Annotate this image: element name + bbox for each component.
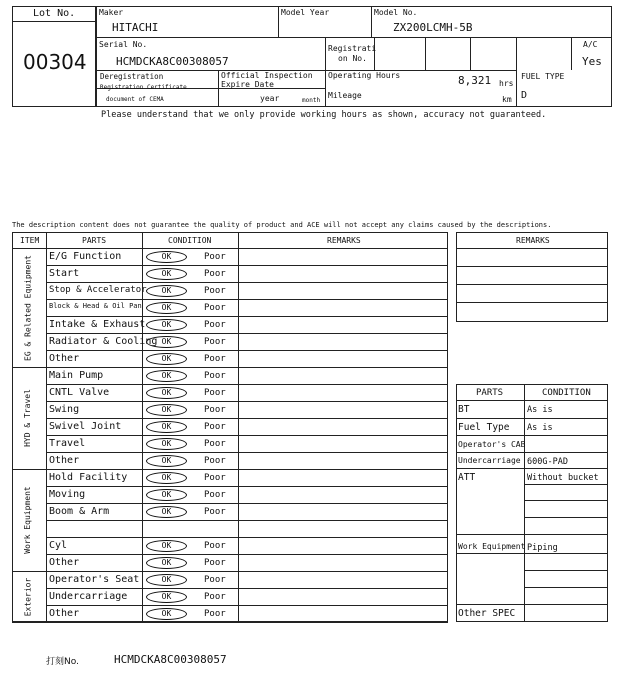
ok-mark: OK [146, 353, 187, 365]
group-label: HYD & Travel [23, 389, 32, 447]
spec-part: Operator's CAB [458, 440, 526, 449]
col-remarks: REMARKS [327, 236, 361, 245]
poor-option: Poor [204, 490, 226, 500]
spec-part: Fuel Type [458, 422, 510, 433]
ok-mark: OK [146, 268, 187, 280]
col-parts: PARTS [82, 236, 107, 245]
right-condition-label: CONDITION [542, 388, 591, 398]
lot-label: Lot No. [33, 8, 76, 19]
poor-option: Poor [204, 541, 226, 551]
part-label: Stop & Accelerator [49, 285, 147, 295]
month-label: month [302, 97, 321, 104]
model-no-label: Model No. [374, 8, 418, 17]
part-label: Block & Head & Oil Pan [49, 302, 142, 310]
ac-label: A/C [583, 40, 598, 49]
ok-mark: OK [146, 387, 187, 399]
poor-option: Poor [204, 558, 226, 568]
poor-option: Poor [204, 473, 226, 483]
poor-option: Poor [204, 609, 226, 619]
operating-hours-label: Operating Hours [328, 71, 401, 80]
cema-label: document of CEMA [106, 96, 164, 103]
ok-mark: OK [146, 574, 187, 586]
group-label: Work Equipment [23, 486, 32, 554]
poor-option: Poor [204, 320, 226, 330]
ok-mark: OK [146, 251, 187, 263]
part-label: Other [49, 608, 80, 619]
inspection-label-1: Official Inspection [221, 71, 313, 80]
col-item: ITEM [20, 236, 40, 245]
poor-option: Poor [204, 354, 226, 364]
lot-number: 00304 [23, 50, 87, 74]
spec-condition: 600G-PAD [527, 457, 568, 467]
poor-option: Poor [204, 371, 226, 381]
part-label: Start [49, 268, 80, 279]
right-parts-label: PARTS [476, 388, 504, 398]
year-label: year [260, 94, 280, 103]
part-label: Undercarriage [49, 591, 128, 602]
stamp-label: 打刻No. [46, 657, 79, 667]
spec-part: Other SPEC [458, 608, 516, 619]
ok-mark: OK [146, 608, 187, 620]
group-label: EG & Related Equipment [23, 254, 32, 361]
inspection-label-2: Expire Date [221, 80, 274, 89]
serial-value: HCMDCKA8C00308057 [116, 55, 229, 68]
spec-condition: Piping [527, 543, 558, 553]
ok-mark: OK [146, 336, 187, 348]
deregistration-label: Deregistration [100, 72, 164, 81]
part-label: Other [49, 455, 80, 466]
part-label: E/G Function [49, 251, 122, 262]
part-label: CNTL Valve [49, 387, 110, 398]
poor-option: Poor [204, 269, 226, 279]
disclaimer: The description content does not guarantee the quality of product and ACE will not accept any claims caused by the descriptions. [12, 221, 552, 229]
poor-option: Poor [204, 303, 226, 313]
part-label: Hold Facility [49, 472, 128, 483]
ok-mark: OK [146, 404, 187, 416]
ok-mark: OK [146, 370, 187, 382]
part-label: Other [49, 353, 80, 364]
km-label: km [502, 95, 512, 104]
col-condition: CONDITION [168, 236, 212, 245]
registration-label-2: on No. [338, 54, 367, 63]
fuel-type-label: FUEL TYPE [521, 72, 565, 81]
part-label: Other [49, 557, 80, 568]
mileage-label: Mileage [328, 91, 362, 100]
spec-part: Undercarriage [458, 456, 521, 465]
ok-mark: OK [146, 285, 187, 297]
serial-label: Serial No. [99, 40, 148, 49]
spec-part: BT [458, 404, 470, 415]
spec-condition: As is [527, 405, 553, 415]
hrs-label: hrs [499, 79, 514, 88]
part-label: Swing [49, 404, 80, 415]
ok-mark: OK [146, 302, 187, 314]
poor-option: Poor [204, 337, 226, 347]
maker-value: HITACHI [112, 21, 159, 34]
ok-mark: OK [146, 540, 187, 552]
spec-part: ATT [458, 472, 476, 483]
poor-option: Poor [204, 456, 226, 466]
ok-mark: OK [146, 421, 187, 433]
registration-label-1: Registrati [328, 44, 377, 53]
part-label: Operator's Seat [49, 574, 140, 585]
ok-mark: OK [146, 319, 187, 331]
part-label: Swivel Joint [49, 421, 122, 432]
spec-part: Work Equipment [458, 542, 526, 551]
group-label: Exterior [23, 577, 32, 616]
ok-mark: OK [146, 506, 187, 518]
poor-option: Poor [204, 592, 226, 602]
part-label: Radiator & Cooling [49, 336, 158, 347]
part-label: Moving [49, 489, 86, 500]
poor-option: Poor [204, 507, 226, 517]
poor-option: Poor [204, 388, 226, 398]
part-label: Cyl [49, 540, 68, 551]
poor-option: Poor [204, 575, 226, 585]
ok-mark: OK [146, 489, 187, 501]
model-no-value: ZX200LCMH-5B [393, 21, 473, 34]
part-label: Main Pump [49, 370, 104, 381]
fuel-type-value: D [521, 90, 528, 101]
poor-option: Poor [204, 252, 226, 262]
part-label: Boom & Arm [49, 506, 110, 517]
ok-mark: OK [146, 591, 187, 603]
stamp-value: HCMDCKA8C00308057 [114, 653, 227, 666]
ok-mark: OK [146, 438, 187, 450]
accuracy-notice: Please understand that we only provide working hours as shown, accuracy not guaranteed. [101, 110, 547, 120]
ok-mark: OK [146, 472, 187, 484]
operating-hours-value: 8,321 [458, 74, 492, 87]
poor-option: Poor [204, 439, 226, 449]
maker-label: Maker [99, 8, 124, 17]
poor-option: Poor [204, 405, 226, 415]
ac-value: Yes [582, 55, 602, 68]
part-label: Travel [49, 438, 86, 449]
spec-condition: As is [527, 423, 553, 433]
registration-certificate-label: Registration Certificate [100, 84, 187, 91]
model-year-label: Model Year [281, 8, 330, 17]
right-remarks-label: REMARKS [516, 236, 550, 245]
ok-mark: OK [146, 455, 187, 467]
poor-option: Poor [204, 422, 226, 432]
poor-option: Poor [204, 286, 226, 296]
part-label: Intake & Exhaust [49, 319, 146, 330]
ok-mark: OK [146, 557, 187, 569]
spec-condition: Without bucket [527, 473, 599, 483]
